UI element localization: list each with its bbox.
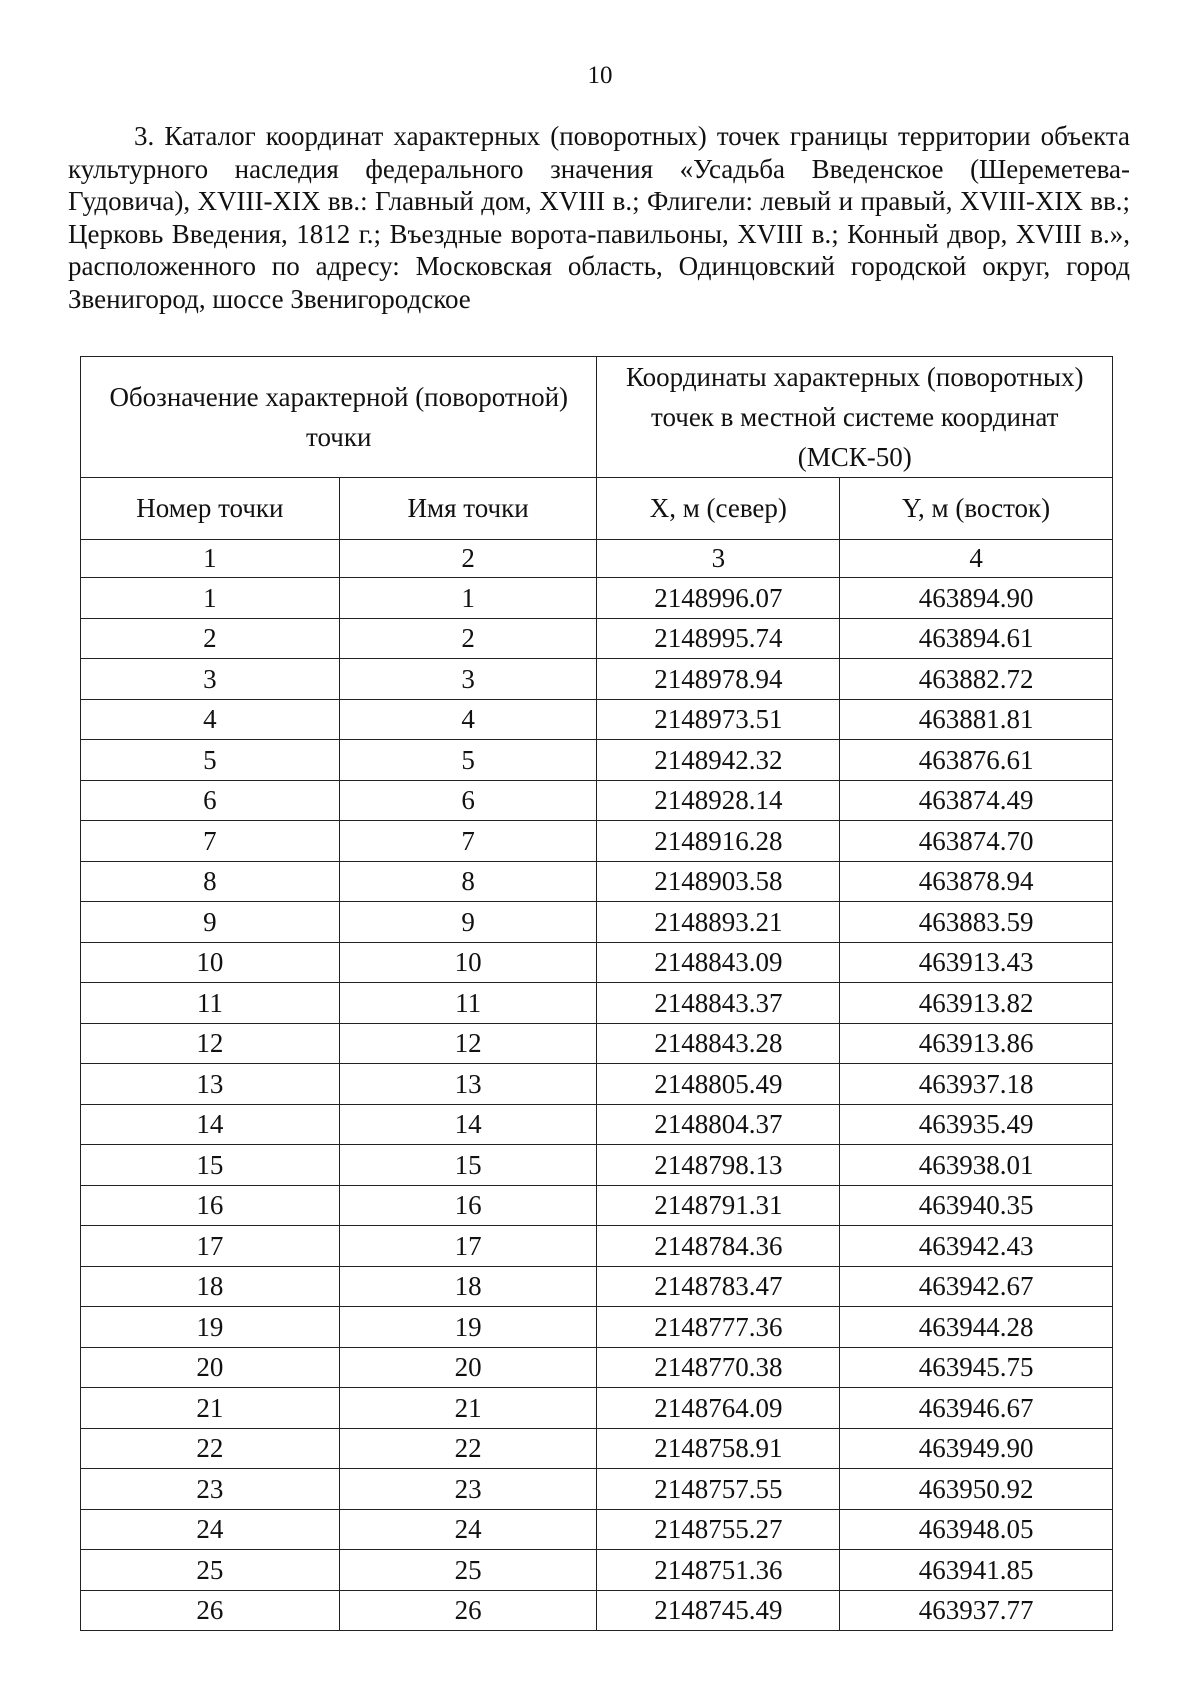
point-name-cell: 16 xyxy=(339,1185,597,1226)
y-coordinate-cell: 463878.94 xyxy=(840,861,1113,902)
point-number-cell: 8 xyxy=(81,861,340,902)
point-name-cell: 26 xyxy=(339,1590,597,1631)
point-name-cell: 11 xyxy=(339,983,597,1024)
point-name-cell: 15 xyxy=(339,1145,597,1186)
x-coordinate-cell: 2148805.49 xyxy=(597,1064,840,1105)
point-number-cell: 14 xyxy=(81,1104,340,1145)
table-row xyxy=(81,1145,1113,1186)
table-row xyxy=(81,578,1113,619)
point-name-cell: 14 xyxy=(339,1104,597,1145)
point-designation-header: Обозначение характерной (поворотной) точки xyxy=(81,357,597,478)
y-east-header: Y, м (восток) xyxy=(840,478,1113,540)
point-number-cell: 25 xyxy=(81,1550,340,1591)
point-name-cell: 10 xyxy=(339,942,597,983)
point-number-cell: 26 xyxy=(81,1590,340,1631)
table-row xyxy=(81,1590,1113,1631)
point-number-cell: 16 xyxy=(81,1185,340,1226)
point-name-cell: 4 xyxy=(339,699,597,740)
point-number-cell: 4 xyxy=(81,699,340,740)
y-coordinate-cell: 463882.72 xyxy=(840,659,1113,700)
x-coordinate-cell: 2148758.91 xyxy=(597,1428,840,1469)
table-row xyxy=(81,942,1113,983)
x-coordinate-cell: 2148843.37 xyxy=(597,983,840,1024)
table-row xyxy=(81,1266,1113,1307)
point-name-cell: 20 xyxy=(339,1347,597,1388)
x-coordinate-cell: 2148791.31 xyxy=(597,1185,840,1226)
x-coordinate-cell: 2148843.28 xyxy=(597,1023,840,1064)
y-coordinate-cell: 463949.90 xyxy=(840,1428,1113,1469)
point-number-cell: 13 xyxy=(81,1064,340,1105)
point-name-cell: 8 xyxy=(339,861,597,902)
point-name-cell: 25 xyxy=(339,1550,597,1591)
point-name-cell: 2 xyxy=(339,618,597,659)
x-coordinate-cell: 2148916.28 xyxy=(597,821,840,862)
point-name-cell: 7 xyxy=(339,821,597,862)
x-coordinate-cell: 2148978.94 xyxy=(597,659,840,700)
coordinates-header: Координаты характерных (поворотных) точек в местной системе координат (МСК-50) xyxy=(597,357,1113,478)
point-number-cell: 10 xyxy=(81,942,340,983)
point-name-cell: 21 xyxy=(339,1388,597,1429)
y-coordinate-cell: 463937.77 xyxy=(840,1590,1113,1631)
point-name-cell: 17 xyxy=(339,1226,597,1267)
table-row xyxy=(81,1307,1113,1348)
x-coordinate-cell: 2148755.27 xyxy=(597,1509,840,1550)
point-number-cell: 19 xyxy=(81,1307,340,1348)
point-name-cell: 18 xyxy=(339,1266,597,1307)
table-row xyxy=(81,983,1113,1024)
y-coordinate-cell: 463945.75 xyxy=(840,1347,1113,1388)
point-number-cell: 22 xyxy=(81,1428,340,1469)
point-name-cell: 6 xyxy=(339,780,597,821)
point-number-cell: 1 xyxy=(81,578,340,619)
table-column-header-row xyxy=(81,478,1113,540)
point-number-cell: 7 xyxy=(81,821,340,862)
x-coordinate-cell: 2148843.09 xyxy=(597,942,840,983)
x-coordinate-cell: 2148942.32 xyxy=(597,740,840,781)
table-row xyxy=(81,1104,1113,1145)
x-coordinate-cell: 2148798.13 xyxy=(597,1145,840,1186)
x-coordinate-cell: 2148751.36 xyxy=(597,1550,840,1591)
x-coordinate-cell: 2148893.21 xyxy=(597,902,840,943)
y-coordinate-cell: 463940.35 xyxy=(840,1185,1113,1226)
y-coordinate-cell: 463935.49 xyxy=(840,1104,1113,1145)
y-coordinate-cell: 463876.61 xyxy=(840,740,1113,781)
x-coordinate-cell: 2148745.49 xyxy=(597,1590,840,1631)
point-name-cell: 5 xyxy=(339,740,597,781)
table-row xyxy=(81,1226,1113,1267)
y-coordinate-cell: 463950.92 xyxy=(840,1469,1113,1510)
point-name-cell: 3 xyxy=(339,659,597,700)
table-row xyxy=(81,902,1113,943)
y-coordinate-cell: 463948.05 xyxy=(840,1509,1113,1550)
table-row xyxy=(81,1023,1113,1064)
y-coordinate-cell: 463913.43 xyxy=(840,942,1113,983)
point-number-cell: 17 xyxy=(81,1226,340,1267)
column-number: 3 xyxy=(597,540,840,578)
table-row xyxy=(81,740,1113,781)
x-coordinate-cell: 2148903.58 xyxy=(597,861,840,902)
x-coordinate-cell: 2148770.38 xyxy=(597,1347,840,1388)
table-row xyxy=(81,821,1113,862)
y-coordinate-cell: 463883.59 xyxy=(840,902,1113,943)
x-coordinate-cell: 2148804.37 xyxy=(597,1104,840,1145)
page-number: 10 xyxy=(587,62,613,89)
x-coordinate-cell: 2148764.09 xyxy=(597,1388,840,1429)
y-coordinate-cell: 463942.67 xyxy=(840,1266,1113,1307)
point-number-cell: 21 xyxy=(81,1388,340,1429)
point-number-cell: 24 xyxy=(81,1509,340,1550)
table-group-header-row xyxy=(81,357,1113,478)
point-number-cell: 20 xyxy=(81,1347,340,1388)
table-row xyxy=(81,1550,1113,1591)
column-number: 4 xyxy=(840,540,1113,578)
point-name-cell: 24 xyxy=(339,1509,597,1550)
x-coordinate-cell: 2148784.36 xyxy=(597,1226,840,1267)
point-name-cell: 13 xyxy=(339,1064,597,1105)
catalog-intro-paragraph: 3. Каталог координат характерных (поворотных) точек границы территории объекта культурного наследия федерального значения «Усадьба Введенское (Шереметева-Гудовича), XVIII-XIX вв.: Главный дом, XVIII в.; Флигели: левый и правый, XVIII-XIX вв.; Церковь Введения, 1812 г.; Въездные ворота-павильоны, XVIII в.; Конный двор, XVIII в.», расположенного по адресу: Московская область, Одинцовский городской округ, город Звенигород, шоссе Звенигородское xyxy=(68,121,1130,314)
point-name-cell: 19 xyxy=(339,1307,597,1348)
point-number-header: Номер точки xyxy=(81,478,340,540)
table-row xyxy=(81,1064,1113,1105)
coordinates-table-body xyxy=(81,578,1113,1631)
x-coordinate-cell: 2148973.51 xyxy=(597,699,840,740)
y-coordinate-cell: 463913.86 xyxy=(840,1023,1113,1064)
coordinates-table xyxy=(80,356,1113,1631)
y-coordinate-cell: 463937.18 xyxy=(840,1064,1113,1105)
y-coordinate-cell: 463881.81 xyxy=(840,699,1113,740)
point-number-cell: 15 xyxy=(81,1145,340,1186)
column-number: 1 xyxy=(81,540,340,578)
x-coordinate-cell: 2148777.36 xyxy=(597,1307,840,1348)
point-number-cell: 3 xyxy=(81,659,340,700)
point-number-cell: 12 xyxy=(81,1023,340,1064)
x-coordinate-cell: 2148928.14 xyxy=(597,780,840,821)
table-row xyxy=(81,659,1113,700)
column-number: 2 xyxy=(339,540,597,578)
y-coordinate-cell: 463874.49 xyxy=(840,780,1113,821)
point-number-cell: 23 xyxy=(81,1469,340,1510)
table-row xyxy=(81,861,1113,902)
y-coordinate-cell: 463938.01 xyxy=(840,1145,1113,1186)
y-coordinate-cell: 463913.82 xyxy=(840,983,1113,1024)
point-name-cell: 12 xyxy=(339,1023,597,1064)
point-number-cell: 5 xyxy=(81,740,340,781)
point-number-cell: 6 xyxy=(81,780,340,821)
x-coordinate-cell: 2148996.07 xyxy=(597,578,840,619)
point-name-cell: 9 xyxy=(339,902,597,943)
x-north-header: X, м (север) xyxy=(597,478,840,540)
table-row xyxy=(81,1347,1113,1388)
y-coordinate-cell: 463894.90 xyxy=(840,578,1113,619)
y-coordinate-cell: 463874.70 xyxy=(840,821,1113,862)
y-coordinate-cell: 463942.43 xyxy=(840,1226,1113,1267)
x-coordinate-cell: 2148783.47 xyxy=(597,1266,840,1307)
column-number-row xyxy=(81,540,1113,578)
x-coordinate-cell: 2148995.74 xyxy=(597,618,840,659)
table-row xyxy=(81,1469,1113,1510)
table-row xyxy=(81,1388,1113,1429)
x-coordinate-cell: 2148757.55 xyxy=(597,1469,840,1510)
point-name-cell: 23 xyxy=(339,1469,597,1510)
table-row xyxy=(81,618,1113,659)
table-row xyxy=(81,1428,1113,1469)
y-coordinate-cell: 463944.28 xyxy=(840,1307,1113,1348)
y-coordinate-cell: 463894.61 xyxy=(840,618,1113,659)
point-name-cell: 22 xyxy=(339,1428,597,1469)
point-number-cell: 18 xyxy=(81,1266,340,1307)
table-row xyxy=(81,699,1113,740)
table-row xyxy=(81,1185,1113,1226)
point-number-cell: 11 xyxy=(81,983,340,1024)
table-row xyxy=(81,780,1113,821)
y-coordinate-cell: 463946.67 xyxy=(840,1388,1113,1429)
y-coordinate-cell: 463941.85 xyxy=(840,1550,1113,1591)
table-row xyxy=(81,1509,1113,1550)
point-name-header: Имя точки xyxy=(339,478,597,540)
point-name-cell: 1 xyxy=(339,578,597,619)
point-number-cell: 2 xyxy=(81,618,340,659)
point-number-cell: 9 xyxy=(81,902,340,943)
